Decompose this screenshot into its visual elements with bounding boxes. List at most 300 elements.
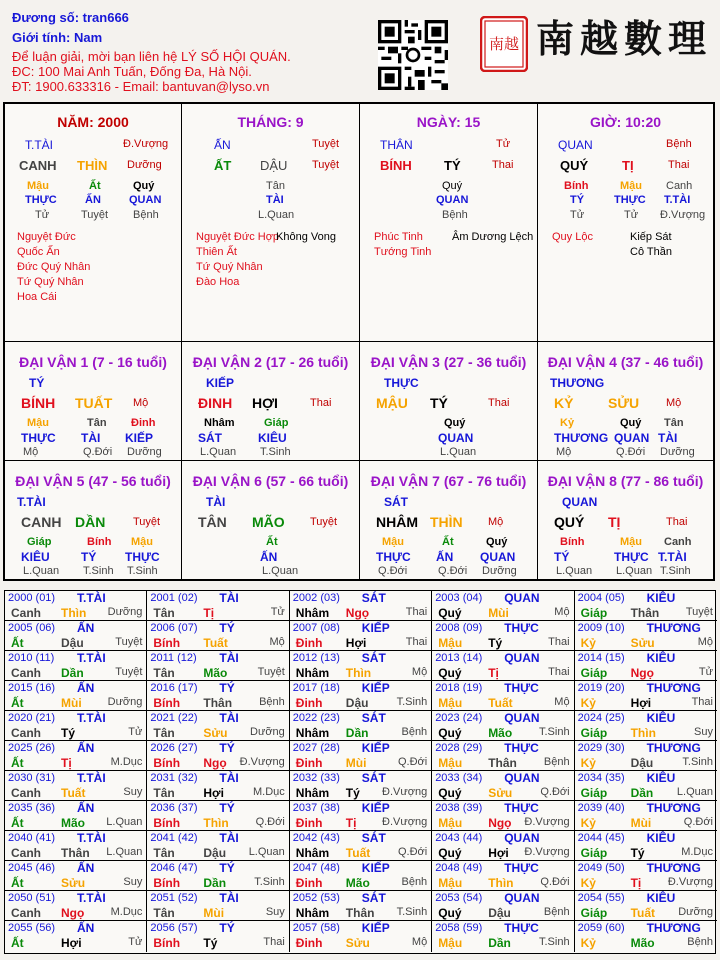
year-cell[interactable] bbox=[5, 861, 147, 891]
year-stage: Tử bbox=[698, 666, 713, 678]
year-label: 2046 (47) bbox=[150, 862, 198, 874]
year-cell[interactable] bbox=[575, 831, 717, 861]
luck-pillar bbox=[538, 342, 713, 461]
hidden-stage: T.Sinh bbox=[660, 565, 691, 577]
hidden-stem: Bính bbox=[87, 536, 112, 548]
year-ten-god: THỰC bbox=[504, 801, 539, 815]
earthly-branch: THÌN bbox=[77, 158, 108, 173]
year-stem: Kỷ bbox=[580, 876, 596, 890]
year-branch: Sửu bbox=[630, 636, 655, 650]
year-branch: Mùi bbox=[630, 816, 652, 830]
year-branch: Mão bbox=[61, 816, 85, 830]
year-cell[interactable] bbox=[432, 741, 574, 771]
year-label: 2018 (19) bbox=[435, 682, 483, 694]
year-label: 2005 (06) bbox=[8, 622, 56, 634]
star-item: Quy Lộc bbox=[552, 231, 593, 243]
year-branch: Thân bbox=[630, 606, 660, 620]
account-label: Đương số: tran666 bbox=[12, 10, 129, 25]
year-branch: Tý bbox=[203, 936, 218, 950]
year-branch: Mùi bbox=[203, 906, 225, 920]
ten-god: QUAN bbox=[562, 495, 598, 509]
year-ten-god: TÀI bbox=[219, 591, 239, 605]
earthly-branch: TÝ bbox=[444, 158, 461, 173]
year-ten-god: THƯƠNG bbox=[646, 801, 701, 815]
hidden-stage: Dưỡng bbox=[660, 446, 695, 458]
year-cell[interactable] bbox=[147, 771, 289, 801]
hidden-god: THỰC bbox=[614, 194, 646, 206]
year-branch: Sửu bbox=[203, 726, 228, 740]
year-ten-god: T.TÀI bbox=[77, 591, 106, 605]
year-cell[interactable] bbox=[5, 591, 147, 621]
branch-stage: Thai bbox=[666, 516, 688, 528]
year-cell[interactable] bbox=[432, 801, 574, 831]
year-ten-god: THƯƠNG bbox=[646, 621, 701, 635]
pillar-title: NGÀY: 15 bbox=[416, 114, 481, 130]
year-label: 2024 (25) bbox=[577, 712, 625, 724]
year-label: 2058 (59) bbox=[435, 922, 483, 934]
branch-stage: Thai bbox=[668, 159, 690, 171]
year-label: 2002 (03) bbox=[292, 592, 340, 604]
year-cell[interactable] bbox=[575, 681, 717, 711]
year-label: 2056 (57) bbox=[150, 922, 198, 934]
star-item: Âm Dương Lệch bbox=[452, 231, 534, 243]
year-stem: Ất bbox=[11, 816, 24, 830]
year-stem: Quý bbox=[438, 906, 462, 920]
year-stage: Tuyệt bbox=[685, 606, 713, 618]
year-branch: Ngọ bbox=[61, 906, 85, 920]
year-cell[interactable] bbox=[575, 771, 717, 801]
contact-line-3: ĐT: 1900.633316 - Email: bantuvan@lyso.vn bbox=[12, 79, 270, 94]
year-branch: Mùi bbox=[488, 606, 509, 620]
branch-stage: Tuyệt bbox=[312, 159, 340, 171]
hidden-stem: Ất bbox=[266, 536, 278, 548]
hidden-stem: Tân bbox=[664, 417, 684, 429]
year-cell[interactable] bbox=[147, 891, 289, 921]
year-stem: Mậu bbox=[438, 696, 463, 710]
year-cell[interactable] bbox=[290, 651, 432, 681]
year-cell[interactable] bbox=[432, 771, 574, 801]
year-stem: Canh bbox=[11, 606, 41, 620]
year-branch: Mùi bbox=[345, 756, 367, 770]
year-cell[interactable] bbox=[290, 621, 432, 651]
year-stem: Mậu bbox=[438, 876, 463, 890]
year-cell[interactable] bbox=[147, 741, 289, 771]
year-cell[interactable] bbox=[147, 591, 289, 621]
year-stage: M.Dục bbox=[681, 846, 713, 858]
heavenly-stem: BÍNH bbox=[21, 395, 56, 411]
year-branch: Mão bbox=[630, 936, 655, 950]
year-ten-god: ẤN bbox=[77, 921, 95, 935]
year-cell[interactable] bbox=[290, 771, 432, 801]
header bbox=[0, 0, 720, 100]
heavenly-stem: NHÂM bbox=[376, 514, 418, 530]
year-stem: Mậu bbox=[438, 756, 463, 770]
year-label: 2016 (17) bbox=[150, 682, 198, 694]
year-label: 2021 (22) bbox=[150, 712, 198, 724]
year-cell[interactable] bbox=[5, 801, 147, 831]
hidden-stage: L.Quan bbox=[262, 565, 299, 577]
year-stem: Kỷ bbox=[580, 936, 596, 950]
year-cell[interactable] bbox=[575, 741, 717, 771]
ten-god: THÂN bbox=[380, 138, 413, 152]
heavenly-stem: CANH bbox=[21, 514, 62, 530]
year-stem: Đinh bbox=[295, 816, 323, 830]
hidden-god: THỰC bbox=[614, 550, 649, 564]
star-item: Tứ Quý Nhân bbox=[196, 261, 263, 273]
luck-pillar-title: ĐẠI VẬN 6 (57 - 66 tuổi) bbox=[192, 473, 349, 489]
year-branch: Thân bbox=[203, 696, 233, 710]
hidden-god: TÝ bbox=[81, 550, 97, 564]
year-stage: Đ.Vượng bbox=[524, 816, 570, 828]
year-branch: Thìn bbox=[203, 816, 229, 830]
year-cell[interactable] bbox=[575, 621, 717, 651]
hidden-god: QUAN bbox=[438, 431, 474, 445]
luck-pillar bbox=[5, 461, 182, 580]
year-stage: Tuyệt bbox=[257, 666, 285, 678]
year-label: 2006 (07) bbox=[150, 622, 198, 634]
year-cell[interactable] bbox=[432, 831, 574, 861]
year-cell[interactable] bbox=[575, 921, 717, 952]
year-stage: Q.Đới bbox=[540, 786, 570, 798]
year-cell[interactable] bbox=[5, 771, 147, 801]
year-stage: Bệnh bbox=[259, 696, 285, 708]
star-item: Thiên Ất bbox=[196, 246, 237, 258]
year-stem: Tân bbox=[153, 666, 175, 680]
luck-pillar bbox=[360, 342, 538, 461]
earthly-branch: DẦN bbox=[75, 514, 106, 530]
year-stage: Q.Đới bbox=[540, 876, 570, 888]
year-ten-god: TÀI bbox=[219, 771, 239, 785]
hidden-stage: Dưỡng bbox=[127, 446, 162, 458]
ten-god: T.TÀI bbox=[17, 495, 46, 509]
year-label: 2010 (11) bbox=[8, 652, 55, 664]
year-label: 2026 (27) bbox=[150, 742, 198, 754]
year-label: 2038 (39) bbox=[435, 802, 483, 814]
year-ten-god: KIÊU bbox=[646, 891, 676, 905]
year-label: 2007 (08) bbox=[292, 622, 340, 634]
year-cell[interactable] bbox=[147, 801, 289, 831]
year-branch: Thìn bbox=[630, 726, 656, 740]
year-cell[interactable] bbox=[290, 921, 432, 952]
year-cell[interactable] bbox=[5, 831, 147, 861]
year-stage: Q.Đới bbox=[683, 816, 713, 828]
year-branch: Thìn bbox=[345, 666, 372, 680]
star-item: Phúc Tinh bbox=[374, 231, 423, 243]
year-ten-god: T.TÀI bbox=[77, 891, 106, 905]
year-stem: Canh bbox=[11, 906, 41, 920]
year-cell[interactable] bbox=[5, 621, 147, 651]
year-stem: Tân bbox=[153, 726, 175, 740]
year-cell[interactable] bbox=[147, 711, 289, 741]
year-cell[interactable] bbox=[290, 861, 432, 891]
hidden-stem: Ất bbox=[89, 180, 101, 192]
hidden-stage: L.Quan bbox=[440, 446, 477, 458]
hidden-stem: Tân bbox=[266, 180, 285, 192]
star-item: Nguyệt Đức bbox=[17, 231, 76, 243]
pillar-day bbox=[360, 104, 538, 342]
hidden-stage: Tử bbox=[35, 209, 50, 221]
year-label: 2036 (37) bbox=[150, 802, 198, 814]
year-stage: M.Dục bbox=[110, 756, 143, 768]
hidden-stem: Bính bbox=[564, 180, 589, 192]
year-cell[interactable] bbox=[290, 681, 432, 711]
year-cell[interactable] bbox=[5, 711, 147, 741]
year-ten-god: TÀI bbox=[219, 651, 239, 665]
year-label: 2045 (46) bbox=[8, 862, 56, 874]
year-cell[interactable] bbox=[290, 591, 432, 621]
seal-stamp-icon bbox=[480, 16, 528, 72]
year-branch: Dần bbox=[630, 786, 654, 800]
year-branch: Thân bbox=[345, 906, 375, 920]
year-ten-god: ẤN bbox=[77, 741, 95, 755]
year-branch: Dần bbox=[345, 726, 369, 740]
year-branch: Thìn bbox=[488, 876, 514, 890]
year-stage: Thai bbox=[548, 636, 570, 648]
year-stem: Bính bbox=[153, 876, 181, 890]
year-ten-god: T.TÀI bbox=[77, 651, 106, 665]
year-label: 2004 (05) bbox=[577, 592, 625, 604]
year-branch: Dậu bbox=[630, 756, 654, 770]
year-cell[interactable] bbox=[5, 681, 147, 711]
year-stem: Tân bbox=[153, 906, 175, 920]
year-stage: T.Sinh bbox=[539, 936, 570, 948]
ten-god: TÝ bbox=[29, 376, 45, 390]
year-ten-god: KIẾP bbox=[361, 861, 390, 875]
star-item: Đức Quý Nhân bbox=[17, 261, 91, 273]
year-label: 2057 (58) bbox=[292, 922, 340, 934]
hidden-stage: Tuyệt bbox=[81, 209, 109, 221]
hidden-god: T.TÀI bbox=[664, 194, 691, 206]
hidden-stem: Quý bbox=[444, 417, 466, 429]
year-stage: Q.Đới bbox=[397, 846, 428, 858]
year-cell[interactable] bbox=[5, 741, 147, 771]
hidden-god: QUAN bbox=[614, 431, 650, 445]
year-ten-god: SÁT bbox=[361, 891, 386, 905]
year-label: 2052 (53) bbox=[292, 892, 340, 904]
hidden-stage: Q.Đới bbox=[616, 446, 646, 458]
year-stem: Bính bbox=[153, 636, 181, 650]
hidden-god: QUAN bbox=[129, 194, 162, 206]
year-cell[interactable] bbox=[575, 891, 717, 921]
year-label: 2037 (38) bbox=[292, 802, 340, 814]
year-cell[interactable] bbox=[147, 681, 289, 711]
year-cell[interactable] bbox=[432, 681, 574, 711]
year-branch: Tuất bbox=[345, 846, 371, 860]
year-label: 2030 (31) bbox=[8, 772, 56, 784]
hidden-stem: Quý bbox=[486, 536, 508, 548]
year-cell[interactable] bbox=[575, 651, 717, 681]
star-item: Tứ Quý Nhân bbox=[17, 276, 84, 288]
year-cell[interactable] bbox=[290, 801, 432, 831]
year-cell[interactable] bbox=[575, 711, 717, 741]
ten-god: T.TÀI bbox=[25, 138, 54, 152]
year-cell[interactable] bbox=[575, 861, 717, 891]
year-stage: Suy bbox=[123, 876, 143, 888]
year-stage: T.Sinh bbox=[254, 876, 285, 888]
branch-stage: Thai bbox=[310, 397, 332, 409]
year-cell[interactable] bbox=[575, 801, 717, 831]
pillar-title: THÁNG: 9 bbox=[237, 114, 304, 130]
hidden-stem: Canh bbox=[666, 180, 693, 192]
year-stem: Tân bbox=[153, 786, 175, 800]
year-branch: Tuất bbox=[61, 786, 86, 800]
year-label: 2047 (48) bbox=[292, 862, 340, 874]
year-cell[interactable] bbox=[290, 741, 432, 771]
year-stem: Ất bbox=[11, 756, 24, 770]
earthly-branch: TỊ bbox=[622, 158, 634, 173]
year-cell[interactable] bbox=[432, 711, 574, 741]
year-stage: Bệnh bbox=[401, 876, 428, 888]
luck-pillar-title: ĐẠI VẬN 4 (37 - 46 tuổi) bbox=[547, 354, 704, 370]
hidden-god: QUAN bbox=[436, 194, 469, 206]
year-ten-god: TÝ bbox=[219, 681, 235, 695]
year-ten-god: TÀI bbox=[219, 711, 239, 725]
year-label: 2019 (20) bbox=[577, 682, 625, 694]
ten-god: SÁT bbox=[384, 495, 408, 509]
year-stage: Mộ bbox=[697, 636, 713, 648]
year-cell[interactable] bbox=[5, 651, 147, 681]
year-cell[interactable] bbox=[147, 651, 289, 681]
year-cell[interactable] bbox=[432, 891, 574, 921]
year-stage: Suy bbox=[694, 726, 713, 738]
year-stem: Kỷ bbox=[580, 756, 596, 770]
year-cell[interactable] bbox=[432, 621, 574, 651]
year-cell[interactable] bbox=[432, 591, 574, 621]
hidden-stage: T.Sinh bbox=[127, 565, 158, 577]
hidden-god: TÝ bbox=[570, 194, 585, 206]
year-label: 2003 (04) bbox=[435, 592, 483, 604]
year-ten-god: KIẾP bbox=[361, 741, 390, 755]
hidden-stem: Quý bbox=[133, 180, 155, 192]
hidden-stage: Mộ bbox=[23, 446, 39, 458]
heavenly-stem: KỶ bbox=[554, 395, 574, 411]
year-stage: Bệnh bbox=[543, 906, 570, 918]
hidden-god: THỰC bbox=[125, 550, 160, 564]
hidden-god: QUAN bbox=[480, 550, 516, 564]
branch-stage: Tuyệt bbox=[133, 516, 161, 528]
hidden-stage: Tử bbox=[624, 209, 639, 221]
year-stem: Quý bbox=[438, 666, 462, 680]
year-branch: Tuất bbox=[488, 696, 513, 710]
earthly-branch: TỊ bbox=[608, 514, 621, 530]
year-ten-god: T.TÀI bbox=[77, 831, 106, 845]
hidden-stem: Giáp bbox=[27, 536, 52, 548]
year-ten-god: ẤN bbox=[77, 681, 95, 695]
year-label: 2008 (09) bbox=[435, 622, 483, 634]
year-stem: Đinh bbox=[295, 636, 323, 650]
hidden-stage: Tử bbox=[570, 209, 585, 221]
year-cell[interactable] bbox=[5, 921, 147, 952]
year-label: 2000 (01) bbox=[8, 592, 56, 604]
stage: Tuyệt bbox=[312, 138, 340, 150]
year-cell[interactable] bbox=[432, 651, 574, 681]
hidden-stem: Đinh bbox=[131, 417, 156, 429]
year-cell[interactable] bbox=[290, 831, 432, 861]
year-ten-god: QUAN bbox=[504, 591, 540, 605]
year-label: 2012 (13) bbox=[292, 652, 340, 664]
ten-god: KIẾP bbox=[206, 376, 235, 390]
year-stage: Đ.Vượng bbox=[382, 816, 428, 828]
year-cell[interactable] bbox=[5, 891, 147, 921]
star-item: Cô Thần bbox=[630, 246, 672, 258]
year-label: 2040 (41) bbox=[8, 832, 56, 844]
year-ten-god: SÁT bbox=[361, 771, 386, 785]
hidden-god: KIẾP bbox=[125, 431, 154, 445]
year-cell[interactable] bbox=[147, 921, 289, 952]
star-item: Nguyệt Đức Hợp bbox=[196, 231, 280, 243]
year-cell[interactable] bbox=[432, 861, 574, 891]
branch-stage: Thai bbox=[488, 397, 510, 409]
hidden-stage: L.Quan bbox=[616, 565, 653, 577]
year-stage: Tử bbox=[270, 606, 285, 618]
year-label: 2044 (45) bbox=[577, 832, 625, 844]
branch-stage: Mộ bbox=[666, 397, 682, 409]
qr-code-icon[interactable] bbox=[378, 20, 448, 90]
year-stage: M.Dục bbox=[110, 906, 143, 918]
year-label: 2023 (24) bbox=[435, 712, 483, 724]
svg-text:南越: 南越 bbox=[488, 35, 520, 53]
year-stage: Dưỡng bbox=[107, 696, 143, 708]
year-stage: M.Dục bbox=[253, 786, 285, 798]
year-cell[interactable] bbox=[147, 621, 289, 651]
luck-pillar-title: ĐẠI VẬN 5 (47 - 56 tuổi) bbox=[15, 473, 171, 489]
year-label: 2029 (30) bbox=[577, 742, 625, 754]
year-stage: L.Quan bbox=[106, 816, 143, 828]
year-label: 2020 (21) bbox=[8, 712, 56, 724]
year-stem: Giáp bbox=[580, 666, 608, 680]
year-cell[interactable] bbox=[147, 831, 289, 861]
year-cell[interactable] bbox=[575, 591, 717, 621]
year-cell[interactable] bbox=[432, 921, 574, 952]
hidden-god: TÝ bbox=[554, 550, 570, 564]
hidden-stage: L.Quan bbox=[258, 209, 295, 221]
year-branch: Mão bbox=[203, 666, 228, 680]
year-ten-god: KIÊU bbox=[646, 771, 676, 785]
star-item: Kiếp Sát bbox=[630, 231, 672, 243]
year-branch: Mùi bbox=[61, 696, 82, 710]
year-ten-god: KIÊU bbox=[646, 831, 676, 845]
year-cell[interactable] bbox=[290, 891, 432, 921]
year-label: 2034 (35) bbox=[577, 772, 625, 784]
hidden-stem: Mậu bbox=[131, 536, 153, 548]
hidden-stem: Quý bbox=[620, 417, 642, 429]
stage: Đ.Vượng bbox=[123, 138, 169, 150]
stage: Bệnh bbox=[666, 138, 692, 150]
year-label: 2015 (16) bbox=[8, 682, 56, 694]
year-branch: Hợi bbox=[488, 846, 509, 860]
year-ten-god: TÝ bbox=[219, 741, 235, 755]
year-branch: Hợi bbox=[345, 636, 367, 650]
year-ten-god: ẤN bbox=[77, 801, 95, 815]
year-stage: Dưỡng bbox=[107, 606, 143, 618]
year-cell[interactable] bbox=[290, 711, 432, 741]
year-label: 2022 (23) bbox=[292, 712, 340, 724]
year-stage: Mộ bbox=[411, 936, 428, 948]
contact-line-1: Để luận giải, mời bạn liên hệ LÝ SỐ HỘI QUÁN. bbox=[12, 49, 291, 64]
year-stem: Đinh bbox=[295, 876, 323, 890]
year-label: 2048 (49) bbox=[435, 862, 483, 874]
year-stage: Thai bbox=[263, 936, 285, 948]
year-stage: T.Sinh bbox=[396, 696, 428, 708]
year-branch: Mão bbox=[488, 726, 513, 740]
year-cell[interactable] bbox=[147, 861, 289, 891]
year-stage: Bệnh bbox=[687, 936, 713, 948]
earthly-branch: MÃO bbox=[252, 514, 285, 530]
year-stem: Ất bbox=[11, 636, 24, 650]
year-branch: Tý bbox=[61, 726, 76, 740]
year-branch: Ngọ bbox=[345, 606, 370, 620]
year-ten-god: TÝ bbox=[219, 861, 235, 875]
